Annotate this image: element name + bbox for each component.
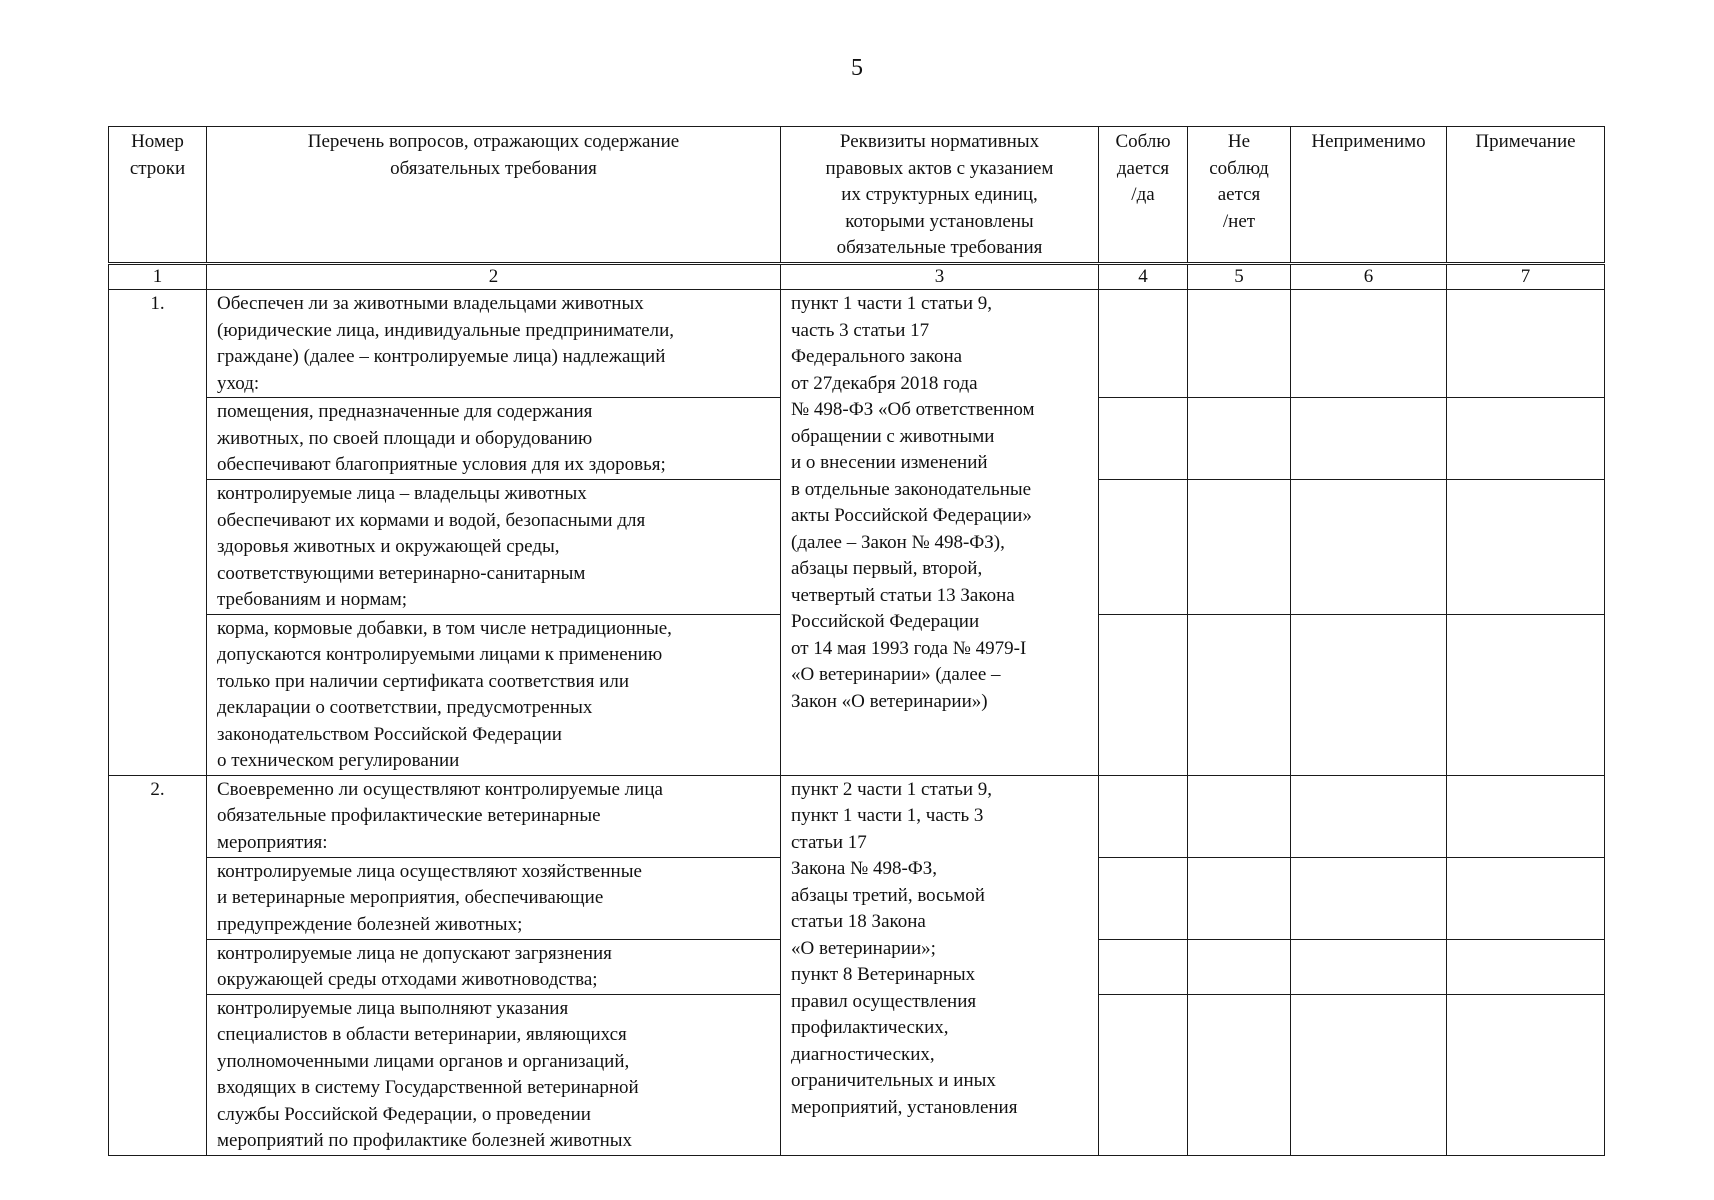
not-complied-cell[interactable] xyxy=(1188,614,1291,775)
row-number: 1. xyxy=(109,290,207,776)
complied-cell[interactable] xyxy=(1099,480,1188,615)
header-col-questions: Перечень вопросов, отражающих содержание обязательных требования xyxy=(207,127,781,263)
column-number: 6 xyxy=(1291,265,1447,290)
question-cell: Своевременно ли осуществляют контролируемые лица обязательные профилактические ветеринарные мероприятия: xyxy=(207,775,781,857)
row-number: 2. xyxy=(109,775,207,1155)
not-applicable-cell[interactable] xyxy=(1291,480,1447,615)
table-body xyxy=(108,264,1605,1156)
column-number: 5 xyxy=(1188,265,1291,290)
not-applicable-cell[interactable] xyxy=(1291,614,1447,775)
not-complied-cell[interactable] xyxy=(1188,775,1291,857)
question-cell: корма, кормовые добавки, в том числе нетрадиционные, допускаются контролируемыми лицами к применению только при наличии сертификата соответствия или декларации о соответствии, предусмотренных законодательством Российской Федерации о техническом регулировании xyxy=(207,614,781,775)
not-complied-cell[interactable] xyxy=(1188,480,1291,615)
note-cell[interactable] xyxy=(1447,939,1605,994)
not-applicable-cell[interactable] xyxy=(1291,775,1447,857)
requisites-cell: пункт 2 части 1 статьи 9, пункт 1 части 1, часть 3 статьи 17 Закона № 498-ФЗ, абзацы третий, восьмой статьи 18 Закона «О ветеринарии»; пункт 8 Ветеринарных правил осуществления профилактических, диагностических, ограничительных и иных мероприятий, установления xyxy=(781,775,1099,1155)
column-number: 4 xyxy=(1099,265,1188,290)
header-col-note: Примечание xyxy=(1447,127,1605,263)
not-complied-cell[interactable] xyxy=(1188,939,1291,994)
question-cell: контролируемые лица осуществляют хозяйственные и ветеринарные мероприятия, обеспечивающие предупреждение болезней животных; xyxy=(207,857,781,939)
note-cell[interactable] xyxy=(1447,857,1605,939)
complied-cell[interactable] xyxy=(1099,857,1188,939)
question-cell: контролируемые лица выполняют указания специалистов в области ветеринарии, являющихся уполномоченными лицами органов и организаций, входящих в систему Государственной ветеринарной службы Российской Федерации, о проведении мероприятий по профилактике болезней животных xyxy=(207,994,781,1155)
table-row xyxy=(109,775,1605,857)
not-applicable-cell[interactable] xyxy=(1291,994,1447,1155)
complied-cell[interactable] xyxy=(1099,398,1188,480)
header-col-not-applicable: Неприменимо xyxy=(1291,127,1447,263)
note-cell[interactable] xyxy=(1447,994,1605,1155)
complied-cell[interactable] xyxy=(1099,939,1188,994)
complied-cell[interactable] xyxy=(1099,614,1188,775)
not-complied-cell[interactable] xyxy=(1188,398,1291,480)
column-number: 2 xyxy=(207,265,781,290)
question-cell: Обеспечен ли за животными владельцами животных (юридические лица, индивидуальные предприниматели, граждане) (далее – контролируемые лица) надлежащий уход: xyxy=(207,290,781,398)
header-col-requisites: Реквизиты нормативных правовых актов с указанием их структурных единиц, которыми установлены обязательные требования xyxy=(781,127,1099,263)
not-complied-cell[interactable] xyxy=(1188,857,1291,939)
requisites-cell: пункт 1 части 1 статьи 9, часть 3 статьи 17 Федерального закона от 27декабря 2018 года № 498-ФЗ «Об ответственном обращении с животными и о внесении изменений в отдельные законодательные акты Российской Федерации» (далее – Закон № 498-ФЗ), абзацы первый, второй, четвертый статьи 13 Закона Российской Федерации от 14 мая 1993 года № 4979-I «О ветеринарии» (далее – Закон «О ветеринарии») xyxy=(781,290,1099,776)
not-applicable-cell[interactable] xyxy=(1291,398,1447,480)
complied-cell[interactable] xyxy=(1099,775,1188,857)
column-number: 7 xyxy=(1447,265,1605,290)
header-col-row-number: Номер строки xyxy=(109,127,207,263)
not-complied-cell[interactable] xyxy=(1188,290,1291,398)
note-cell[interactable] xyxy=(1447,614,1605,775)
complied-cell[interactable] xyxy=(1099,994,1188,1155)
table-row xyxy=(109,290,1605,398)
note-cell[interactable] xyxy=(1447,290,1605,398)
column-number: 1 xyxy=(109,265,207,290)
note-cell[interactable] xyxy=(1447,480,1605,615)
not-applicable-cell[interactable] xyxy=(1291,290,1447,398)
question-cell: помещения, предназначенные для содержания животных, по своей площади и оборудованию обеспечивают благоприятные условия для их здоровья; xyxy=(207,398,781,480)
note-cell[interactable] xyxy=(1447,775,1605,857)
not-applicable-cell[interactable] xyxy=(1291,939,1447,994)
note-cell[interactable] xyxy=(1447,398,1605,480)
header-col-complied: Соблю дается /да xyxy=(1099,127,1188,263)
complied-cell[interactable] xyxy=(1099,290,1188,398)
not-applicable-cell[interactable] xyxy=(1291,857,1447,939)
not-complied-cell[interactable] xyxy=(1188,994,1291,1155)
column-numbers-row xyxy=(109,265,1605,290)
page-number: 5 xyxy=(851,55,863,81)
question-cell: контролируемые лица не допускают загрязнения окружающей среды отходами животноводства; xyxy=(207,939,781,994)
table-header xyxy=(108,126,1605,263)
header-col-not-complied: Не соблюд ается /нет xyxy=(1188,127,1291,263)
column-number: 3 xyxy=(781,265,1099,290)
question-cell: контролируемые лица – владельцы животных обеспечивают их кормами и водой, безопасными для здоровья животных и окружающей среды, соответствующими ветеринарно-санитарным требованиям и нормам; xyxy=(207,480,781,615)
